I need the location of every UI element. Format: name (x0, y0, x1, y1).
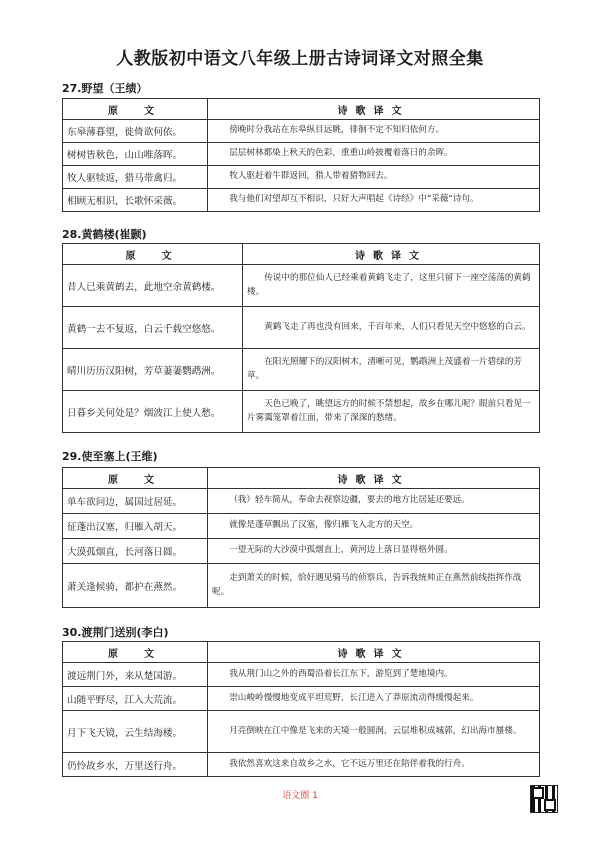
original-line: 相顾无相识，长歌怀采薇。 (63, 189, 208, 212)
header-translation: 诗歌译文 (243, 244, 540, 265)
translation-text: （我）轻车简从，奉命去视察边疆，要去的地方比居延还要远。 (208, 489, 540, 514)
translation-text: 牧人驱赶着牛群返回，猎人带着猎物回去。 (208, 166, 540, 189)
poem-table-27 (62, 98, 540, 212)
table-header-row (63, 244, 540, 265)
translation-text: 传说中的那位仙人已经乘着黄鹤飞走了，这里只留下一座空荡荡的黄鹤楼。 (243, 265, 540, 307)
original-line: 树树皆秋色，山山唯落晖。 (63, 143, 208, 166)
table-header-row (63, 99, 540, 120)
translation-text: 傍晚时分我站在东皋纵目远眺，徘徊不定不知归依何方。 (208, 120, 540, 143)
translation-text: 在阳光照耀下的汉阳树木，清晰可见，鹦鹉洲上茂盛着一片碧绿的芳草。 (243, 349, 540, 391)
translation-text: 走到萧关的时候，恰好遇见骑马的侦察兵，告诉我统帅正在燕然前线指挥作战呢。 (208, 564, 540, 608)
original-line: 日暮乡关何处是？烟波江上使人愁。 (63, 391, 243, 433)
table-row (63, 514, 540, 539)
poem-table-30 (62, 641, 540, 777)
table-header-row (63, 642, 540, 663)
table-row (63, 687, 540, 711)
header-translation: 诗歌译文 (208, 468, 540, 489)
original-line: 黄鹤一去不复返，白云千载空悠悠。 (63, 307, 243, 349)
original-line: 月下飞天镜，云生结海楼。 (63, 711, 208, 753)
poem-table-29 (62, 467, 540, 608)
section-title-27: 27.野望（王绩） (62, 82, 148, 95)
original-line: 单车欲问边，属国过居延。 (63, 489, 208, 514)
original-line: 大漠孤烟直，长河落日圆。 (63, 539, 208, 564)
original-line: 牧人驱犊返，猎马带禽归。 (63, 166, 208, 189)
original-line: 仍怜故乡水，万里送行舟。 (63, 753, 208, 777)
header-translation: 诗歌译文 (208, 99, 540, 120)
table-row (63, 391, 540, 433)
page-title: 人教版初中语文八年级上册古诗词译文对照全集 (116, 49, 484, 69)
translation-text: 黄鹤飞走了再也没有回来，千百年来，人们只看见天空中悠悠的白云。 (243, 307, 540, 349)
original-line: 渡远荆门外，来从楚国游。 (63, 663, 208, 687)
original-line: 晴川历历汉阳树，芳草萋萋鹦鹉洲。 (63, 349, 243, 391)
section-title-28: 28.黄鹤楼(崔颢) (62, 228, 147, 241)
original-line: 昔人已乘黄鹤去，此地空余黄鹤楼。 (63, 265, 243, 307)
table-row (63, 189, 540, 212)
table-row (63, 265, 540, 307)
table-row (63, 564, 540, 608)
original-line: 山随平野尽，江入大荒流。 (63, 687, 208, 711)
header-original: 原 文 (63, 642, 208, 663)
translation-text: 崇山峻岭慢慢地变成平坦荒野，长江进入了莽原流动得缓慢起来。 (208, 687, 540, 711)
original-line: 东皋薄暮望，徙倚欲何依。 (63, 120, 208, 143)
table-row (63, 349, 540, 391)
original-line: 萧关逢候骑，都护在燕然。 (63, 564, 208, 608)
table-row (63, 711, 540, 753)
translation-text: 月亮倒映在江中像是飞来的天境一般圆润，云层堆积成城郭，幻出海市蜃楼。 (208, 711, 540, 753)
page-footer: 语文圈 1 (282, 791, 318, 801)
translation-text: 天色已晚了，眺望远方的时候不禁想起，故乡在哪儿呢？眼前只看见一片雾霭笼罩着江面，带来了深深的愁绪。 (243, 391, 540, 433)
section-title-29: 29.使至塞上(王维) (62, 450, 158, 463)
table-row (63, 489, 540, 514)
table-row (63, 143, 540, 166)
section-title-30: 30.渡荆门送别(李白) (62, 626, 169, 639)
header-original: 原 文 (63, 468, 208, 489)
table-row (63, 307, 540, 349)
header-original: 原 文 (63, 244, 243, 265)
translation-text: 我依然喜欢这来自故乡之水，它不远万里还在陪伴着我的行舟。 (208, 753, 540, 777)
table-row (63, 539, 540, 564)
original-line: 征蓬出汉塞，归雁入胡天。 (63, 514, 208, 539)
poem-table-28 (62, 243, 540, 433)
translation-text: 就像是蓬草飘出了汉塞，像归雁飞入北方的天空。 (208, 514, 540, 539)
table-row (63, 753, 540, 777)
table-row (63, 166, 540, 189)
qr-code-icon (530, 785, 558, 813)
translation-text: 我与他们对望却互不相识，只好大声唱起《诗经》中“采薇”诗句。 (208, 189, 540, 212)
table-row (63, 663, 540, 687)
table-row (63, 120, 540, 143)
translation-text: 一望无际的大沙漠中孤烟直上，黄河边上落日显得格外圆。 (208, 539, 540, 564)
translation-text: 层层树林都染上秋天的色彩，重重山岭披覆着落日的余晖。 (208, 143, 540, 166)
translation-text: 我从荆门山之外的西蜀沿着长江东下，游览到了楚地境内。 (208, 663, 540, 687)
header-original: 原 文 (63, 99, 208, 120)
table-header-row (63, 468, 540, 489)
header-translation: 诗歌译文 (208, 642, 540, 663)
